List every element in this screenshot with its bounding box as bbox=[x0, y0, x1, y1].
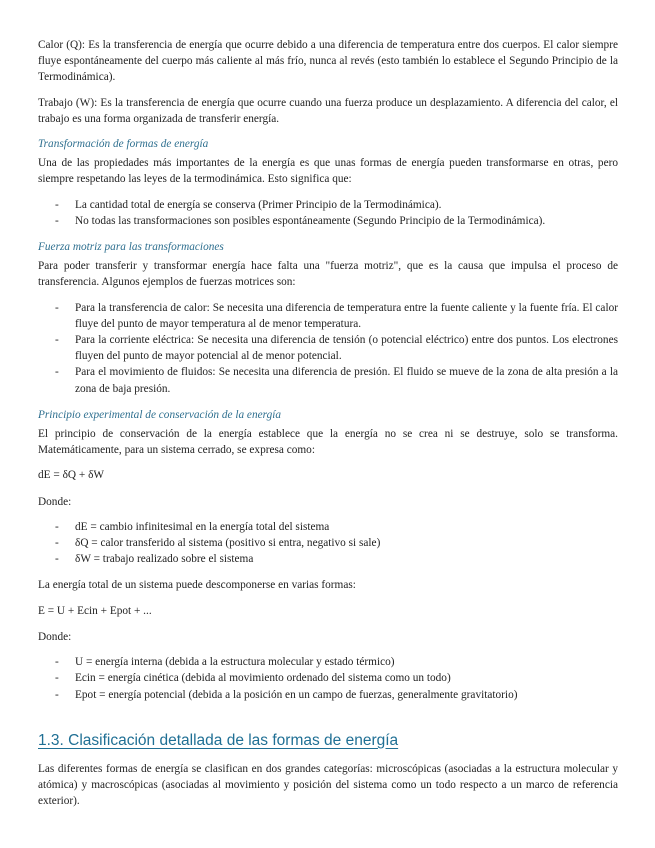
paragraph-clasificacion: Las diferentes formas de energía se clasifican en dos grandes categorías: microscópicas (asociadas a la estructura molecular y atómica) y macroscópicas (asociadas al movimiento y posición del sistema como un todo respecto a un marco de referencia exterior). bbox=[38, 762, 618, 808]
list-transformacion bbox=[38, 197, 618, 229]
label-donde: Donde: bbox=[38, 495, 72, 508]
paragraph-trabajo: Trabajo (W): Es la transferencia de energía que ocurre cuando una fuerza produce un desplazamiento. A diferencia del calor, el trabajo es una forma organizada de transferir energía. bbox=[38, 96, 618, 125]
list-item: - Epot = energía potencial (debida a la posición en un campo de fuerzas, generalmente gravitatorio) bbox=[38, 687, 618, 703]
subheading-fuerza-motriz: Fuerza motriz para las transformaciones bbox=[38, 241, 224, 254]
paragraph-transformacion-intro: Una de las propiedades más importantes de la energía es que unas formas de energía pueden transformarse en otras, pero siempre respetando las leyes de la termodinámica. Esto significa que: bbox=[38, 157, 618, 186]
list-energy-components bbox=[38, 654, 618, 703]
list-item: - La cantidad total de energía se conserva (Primer Principio de la Termodinámica). bbox=[38, 197, 618, 213]
list-item: - Para la transferencia de calor: Se necesita una diferencia de temperatura entre la fuente caliente y la fuente fría. El calor fluye del punto de mayor temperatura al de menor temperatura. bbox=[38, 300, 618, 332]
section-heading-clasificacion: 1.3. Clasificación detallada de las formas de energía bbox=[38, 731, 399, 749]
list-item: - Para la corriente eléctrica: Se necesita una diferencia de tensión (o potencial eléctrico) entre dos puntos. Los electrones fluyen del punto de mayor potencial al de menor potencial. bbox=[38, 332, 618, 364]
list-item: - dE = cambio infinitesimal en la energía total del sistema bbox=[38, 519, 618, 535]
subheading-transformacion: Transformación de formas de energía bbox=[38, 138, 209, 151]
paragraph-fuerza-motriz-intro: Para poder transferir y transformar energía hace falta una "fuerza motriz", que es la causa que impulsa el proceso de transferencia. Algunos ejemplos de fuerzas motrices son: bbox=[38, 260, 618, 289]
list-item: - δQ = calor transferido al sistema (positivo si entra, negativo si sale) bbox=[38, 535, 618, 551]
list-item: - Para el movimiento de fluidos: Se necesita una diferencia de presión. El fluido se mueve de la zona de alta presión a la zona de baja presión. bbox=[38, 364, 618, 396]
label-donde: Donde: bbox=[38, 630, 72, 643]
paragraph-calor: Calor (Q): Es la transferencia de energía que ocurre debido a una diferencia de temperatura entre dos cuerpos. El calor siempre fluye espontáneamente del cuerpo más caliente al más frío, nunca al revés (esto también lo establece el Segundo Principio de la Termodinámica). bbox=[38, 39, 618, 84]
list-fuerza-motriz bbox=[38, 300, 618, 397]
formula-total-energy: E = U + Ecin + Epot + ... bbox=[38, 604, 152, 617]
formula-energy-change: dE = δQ + δW bbox=[38, 469, 105, 482]
list-item: - U = energía interna (debida a la estructura molecular y estado térmico) bbox=[38, 654, 618, 670]
list-item: - Ecin = energía cinética (debida al movimiento ordenado del sistema como un todo) bbox=[38, 670, 618, 686]
subheading-conservacion: Principio experimental de conservación de la energía bbox=[38, 408, 282, 421]
list-item: - δW = trabajo realizado sobre el sistema bbox=[38, 551, 618, 567]
paragraph-conservacion-intro: El principio de conservación de la energía establece que la energía no se crea ni se destruye, solo se transforma. Matemáticamente, para un sistema cerrado, se expresa como: bbox=[38, 428, 618, 457]
list-item: - No todas las transformaciones son posibles espontáneamente (Segundo Principio de la Termodinámica). bbox=[38, 213, 618, 229]
paragraph-energia-total: La energía total de un sistema puede descomponerse en varias formas: bbox=[38, 579, 356, 592]
list-formula-terms bbox=[38, 519, 618, 568]
